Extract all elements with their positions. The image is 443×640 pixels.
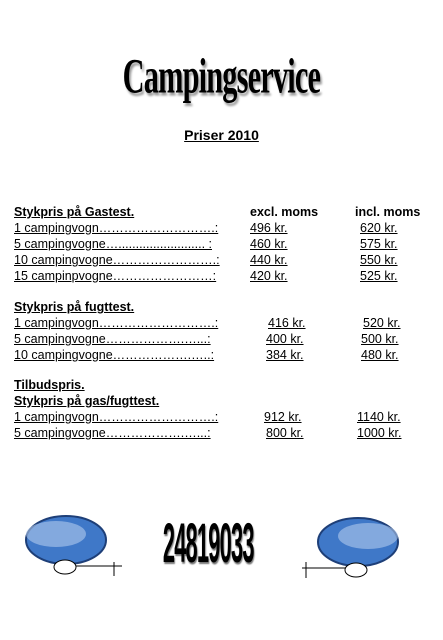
- row-label: 10 campingvogne……………….…..:: [14, 348, 215, 362]
- row-incl: 520 kr.: [363, 316, 401, 330]
- price-row: [14, 410, 434, 425]
- row-excl: 912 kr.: [264, 410, 302, 424]
- row-excl: 400 kr.: [266, 332, 304, 346]
- col-incl-header: incl. moms: [355, 205, 421, 219]
- section-subheading: Stykpris på gas/fugttest.: [14, 394, 160, 408]
- price-row: [14, 332, 434, 347]
- section-heading: Stykpris på fugttest.: [14, 300, 135, 314]
- price-row: [14, 221, 434, 236]
- row-label: 1 campingvogn……………………….:: [14, 221, 219, 235]
- row-incl: 500 kr.: [361, 332, 399, 346]
- phone-area: [148, 512, 268, 574]
- row-label: 10 campingvogne…………………….:: [14, 253, 220, 267]
- price-row: [14, 237, 434, 252]
- price-row: [14, 269, 434, 284]
- row-label: 1 campingvogn……………………….:: [14, 410, 219, 424]
- section-tilbud-header: [14, 378, 434, 393]
- row-incl: 480 kr.: [361, 348, 399, 362]
- row-incl: 525 kr.: [360, 269, 398, 283]
- section-fugttest-header: [14, 300, 434, 315]
- row-label: 1 campingvogn……………………….:: [14, 316, 219, 330]
- section-heading: Tilbudspris.: [14, 378, 85, 392]
- row-excl: 496 kr.: [250, 221, 288, 235]
- row-incl: 1140 kr.: [357, 410, 401, 424]
- phone-number: 24819033: [162, 512, 254, 574]
- row-excl: 800 kr.: [266, 426, 304, 440]
- price-row: [14, 253, 434, 268]
- section-gastest-header: [14, 205, 434, 220]
- caravan-icon: [14, 510, 126, 580]
- row-incl: 550 kr.: [360, 253, 398, 267]
- price-row: [14, 426, 434, 441]
- subtitle: Priser 2010: [184, 127, 259, 143]
- col-excl-header: excl. moms: [250, 205, 319, 219]
- section-heading: Stykpris på Gastest.: [14, 205, 135, 219]
- title-area: [0, 48, 443, 105]
- row-excl: 440 kr.: [250, 253, 288, 267]
- row-excl: 416 kr.: [268, 316, 306, 330]
- row-excl: 460 kr.: [250, 237, 288, 251]
- price-row: [14, 348, 434, 363]
- row-label: 15 campinpvogne……………………:: [14, 269, 217, 283]
- caravan-icon: [298, 512, 410, 582]
- row-label: 5 campingvogne……………….…...:: [14, 426, 211, 440]
- row-label: 5 campingvogne……………….…...:: [14, 332, 211, 346]
- row-incl: 620 kr.: [360, 221, 398, 235]
- price-row: [14, 316, 434, 331]
- section-tilbud-subheader: [14, 394, 434, 409]
- row-incl: 1000 kr.: [357, 426, 402, 440]
- row-label: 5 campingvogne…......................... :: [14, 237, 212, 251]
- row-excl: 420 kr.: [250, 269, 288, 283]
- row-incl: 575 kr.: [360, 237, 398, 251]
- row-excl: 384 kr.: [266, 348, 304, 362]
- page-title: Campingservice: [122, 49, 321, 105]
